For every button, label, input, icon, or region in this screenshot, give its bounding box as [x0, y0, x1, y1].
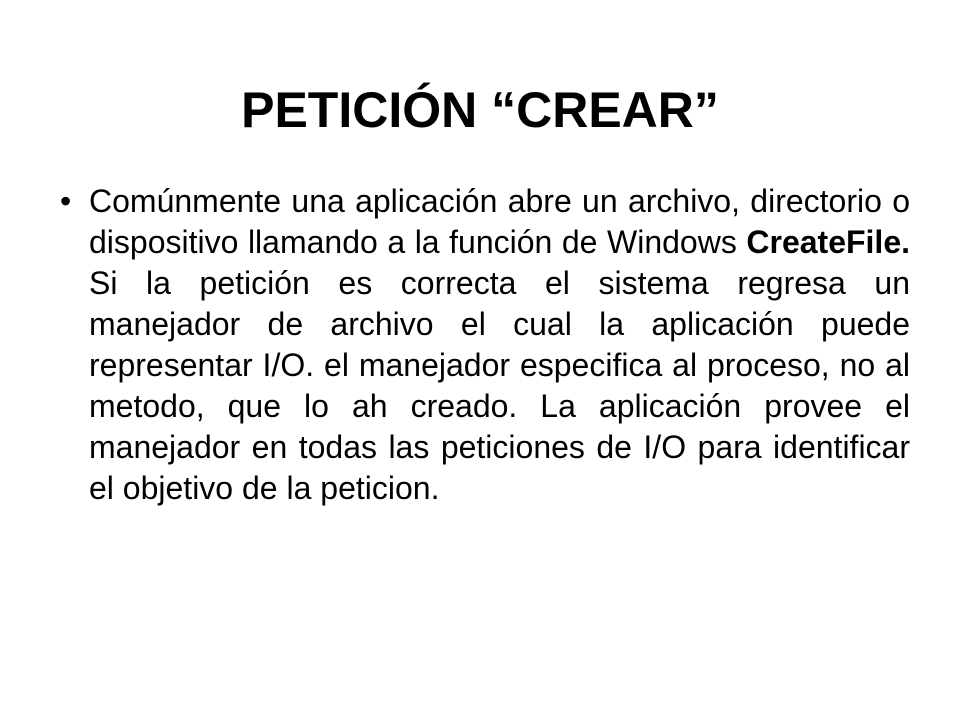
slide-body — [60, 181, 910, 509]
bullet-icon: • — [60, 183, 72, 219]
bullet-text-after: Si la petición es correcta el sistema regresa un manejador de archivo el cual la aplicación puede representar I/O. el manejador especifica al proceso, no al metodo, que lo ah creado. La aplicación provee el manejador en todas las peticiones de I/O para identificar el objetivo de la peticion. — [89, 265, 910, 506]
bullet-text-emphasis: CreateFile. — [746, 224, 910, 260]
slide-title: PETICIÓN “CREAR” — [241, 82, 719, 138]
bullet-text-before: Comúnmente una aplicación abre un archivo, directorio o dispositivo llamando a la función de Windows — [89, 183, 910, 260]
bullet-item — [60, 181, 910, 509]
